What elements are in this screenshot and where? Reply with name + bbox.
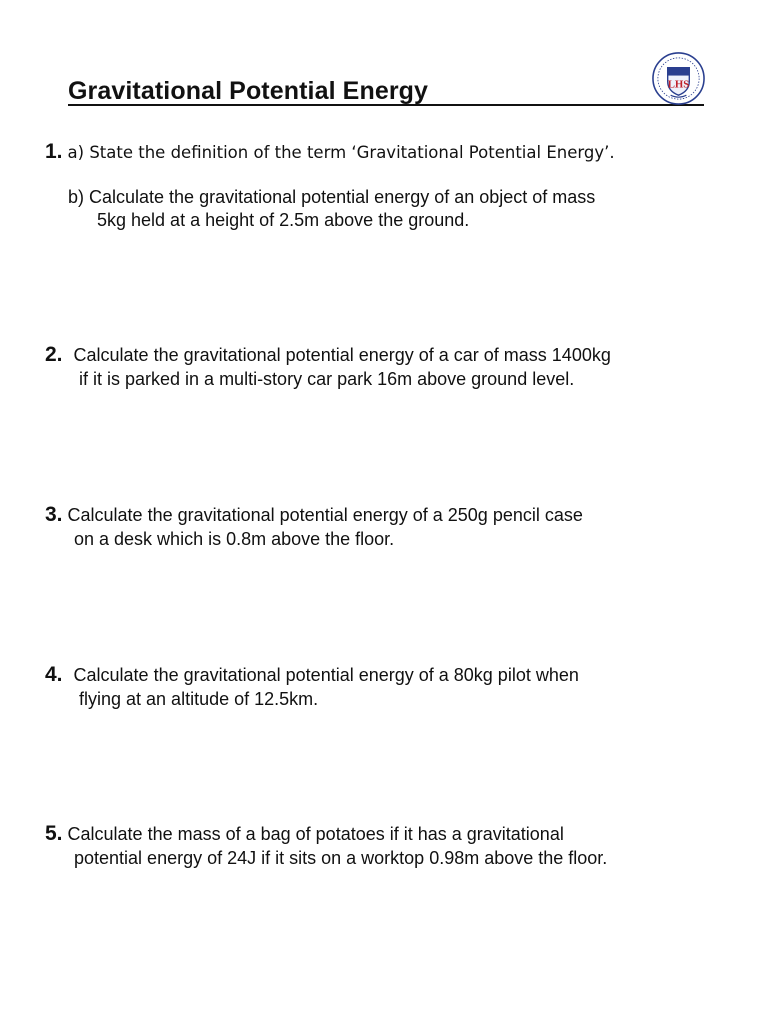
question-number: 5.: [45, 822, 63, 845]
page-title: Gravitational Potential Energy: [68, 77, 429, 105]
question-5-line-1: Calculate the mass of a bag of potatoes if it has a gravitational: [67, 824, 564, 844]
school-crest-icon: [651, 51, 706, 106]
logo-text: LHS: [667, 78, 690, 91]
question-2-line-2: if it is parked in a multi-story car park 16m above ground level.: [79, 369, 575, 389]
question-number: 4.: [45, 663, 63, 686]
question-4: [45, 663, 579, 687]
question-1b-line-1: b) Calculate the gravitational potential energy of an object of mass: [68, 187, 596, 207]
question-5: [45, 822, 564, 846]
question-3-line-2: on a desk which is 0.8m above the floor.: [74, 529, 395, 549]
question-2-line-1: Calculate the gravitational potential energy of a car of mass 1400kg: [73, 345, 611, 365]
title-underline: [68, 104, 704, 106]
question-1b-line-2: 5kg held at a height of 2.5m above the ground.: [97, 210, 470, 230]
question-4-line-1: Calculate the gravitational potential energy of a 80kg pilot when: [73, 665, 579, 685]
question-number: 3.: [45, 503, 63, 526]
question-3-line-1: Calculate the gravitational potential energy of a 250g pencil case: [67, 505, 583, 525]
question-number: 1.: [45, 140, 63, 163]
question-5-line-2: potential energy of 24J if it sits on a worktop 0.98m above the floor.: [74, 848, 608, 868]
question-1a-text: a) State the definition of the term ‘Gravitational Potential Energy’.: [67, 143, 615, 162]
question-2: [45, 343, 611, 367]
question-3: [45, 503, 583, 527]
question-number: 2.: [45, 343, 63, 366]
question-1: [45, 140, 615, 165]
question-4-line-2: flying at an altitude of 12.5km.: [79, 689, 319, 709]
